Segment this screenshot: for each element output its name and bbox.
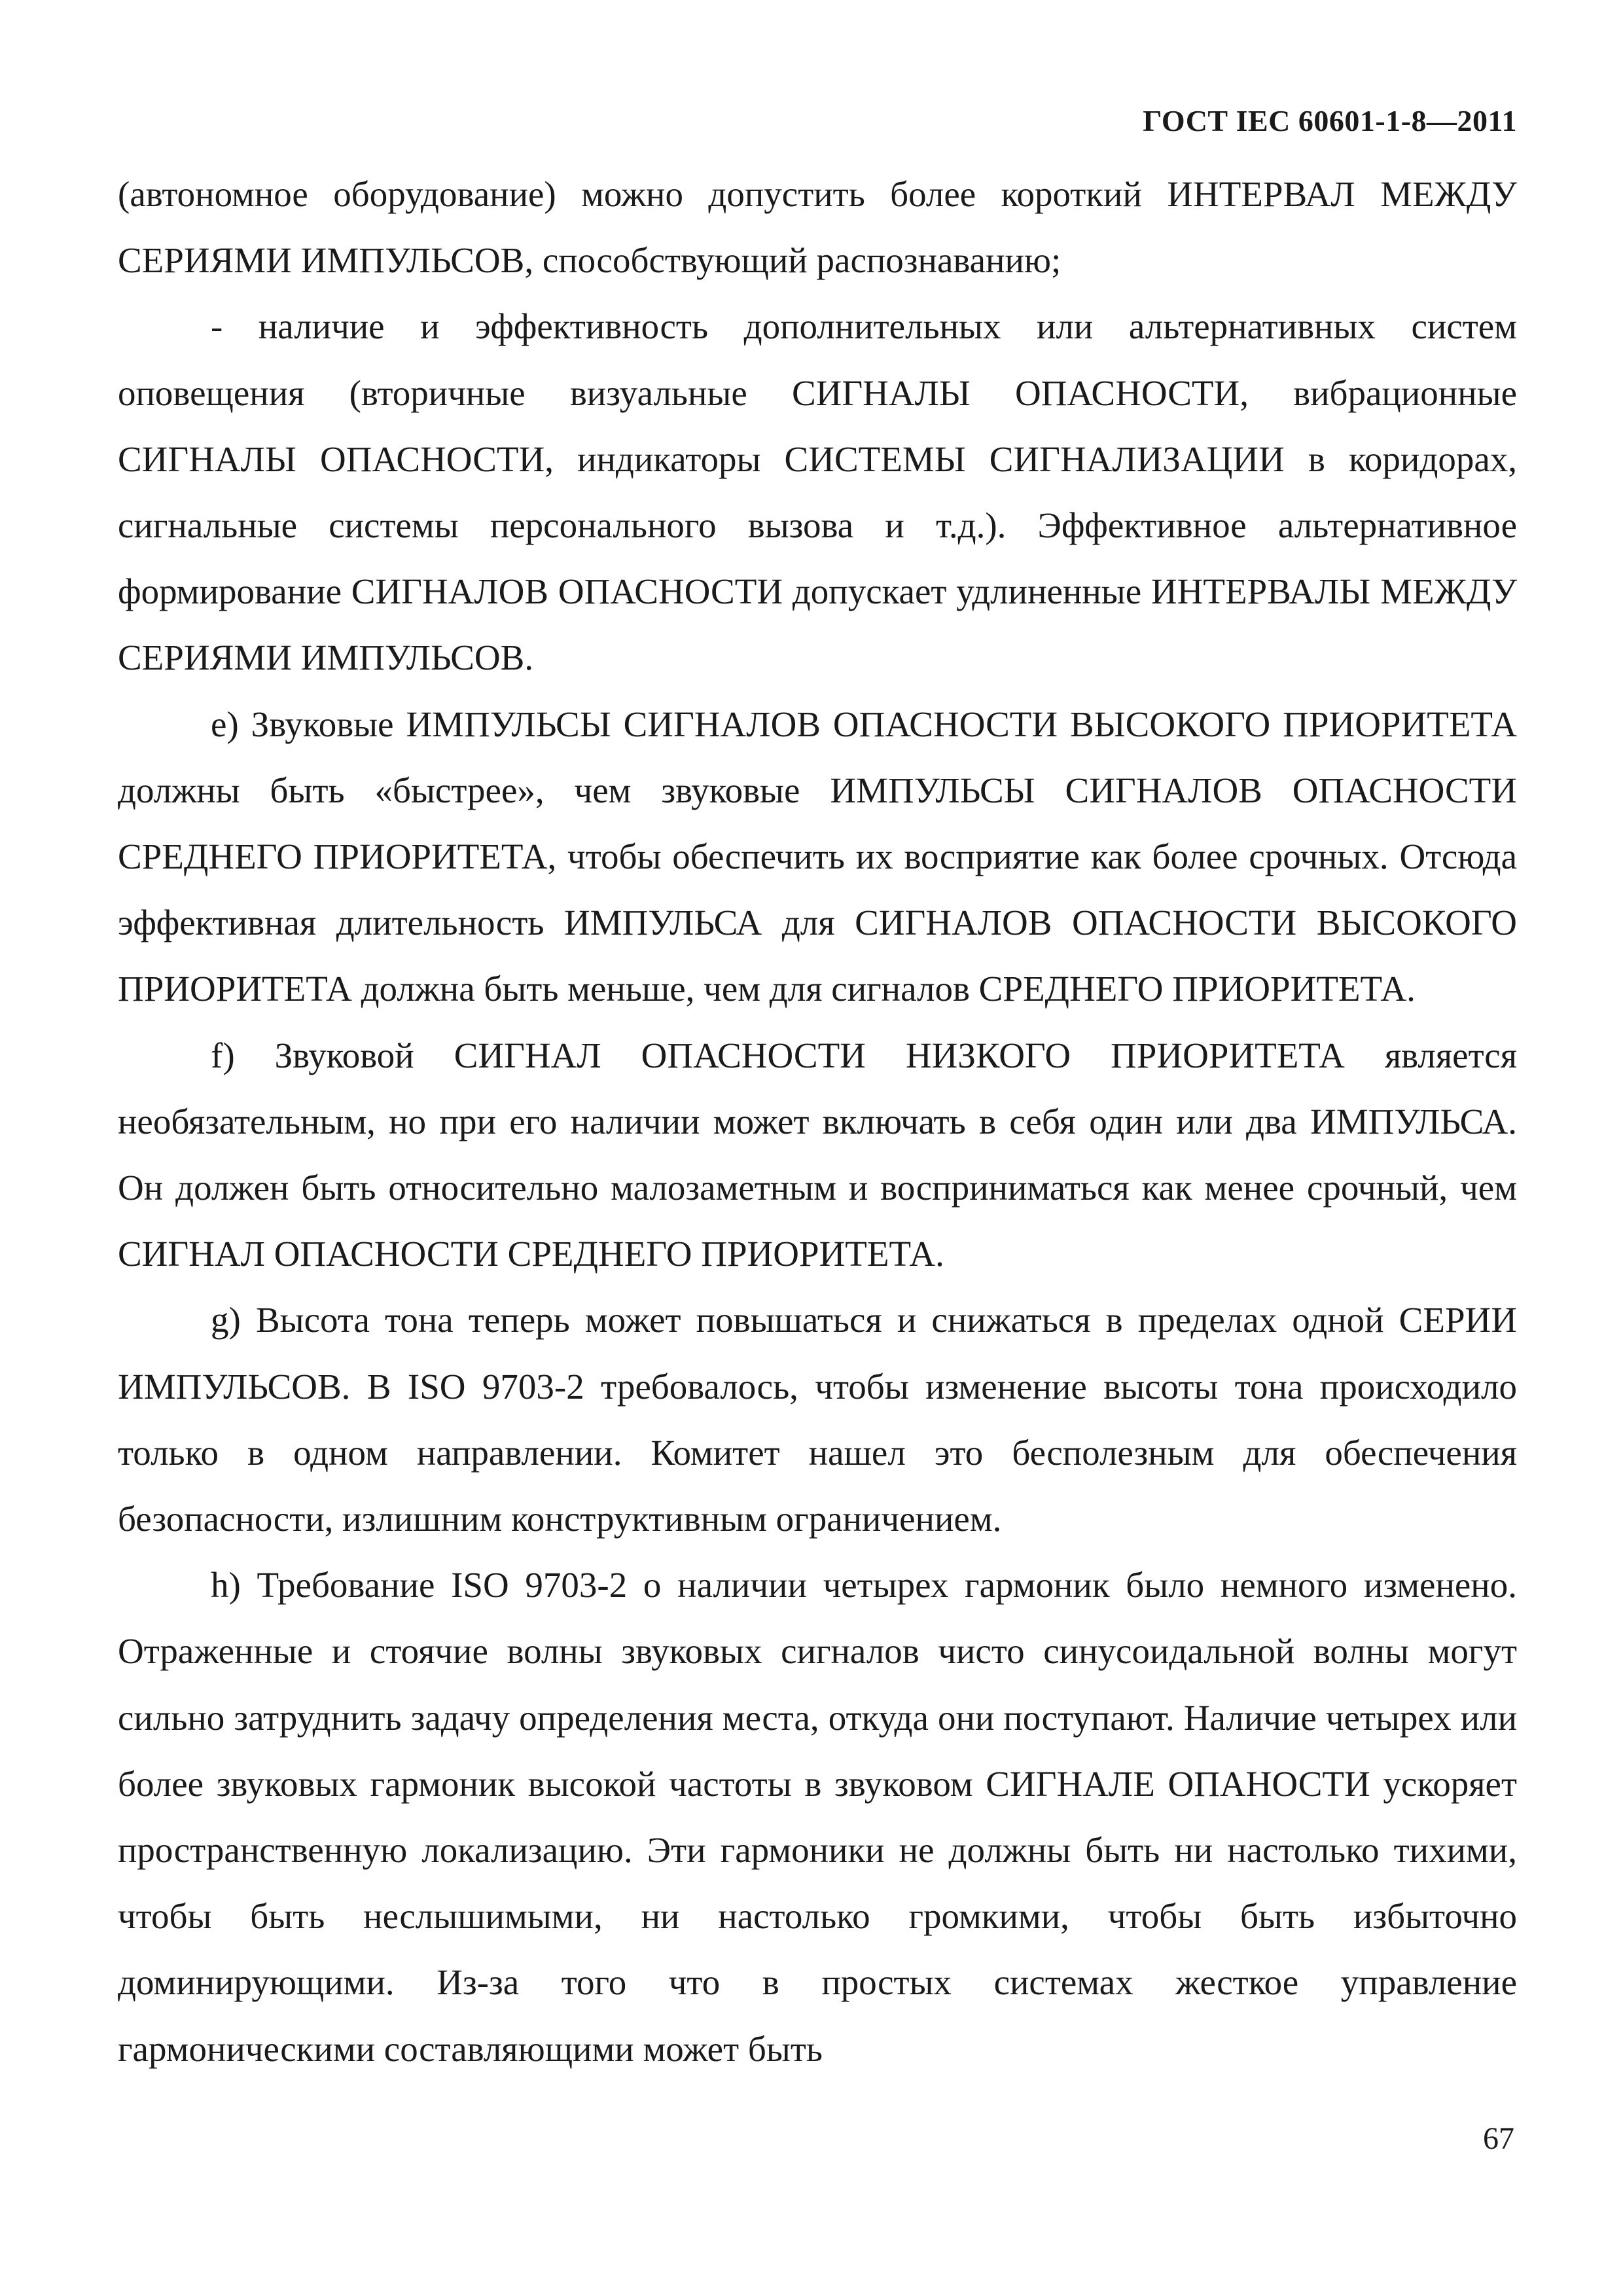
- document-body: [118, 161, 1517, 2082]
- paragraph-item-h: h) Требование ISO 9703-2 о наличии четырех гармоник было немного изменено. Отраженные и стоячие волны звуковых сигналов чисто синусоидальной волны могут сильно затруднить задачу определения места, откуда они поступают. Наличие четырех или более звуковых гармоник высокой частоты в звуковом СИГНАЛЕ ОПАНОСТИ ускоряет пространственную локализацию. Эти гармоники не должны быть ни настолько тихими, чтобы быть неслышимыми, ни настолько громкими, чтобы быть избыточно доминирующими. Из-за того что в простых системах жесткое управление гармоническими составляющими может быть: [118, 1565, 1517, 2069]
- page-number: 67: [1483, 2121, 1514, 2156]
- document-header: ГОСТ IEC 60601-1-8—2011: [1143, 104, 1517, 137]
- paragraph-alerting-systems: - наличие и эффективность дополнительных или альтернативных систем оповещения (вторичные визуальные СИГНАЛЫ ОПАСНОСТИ, вибрационные СИГНАЛЫ ОПАСНОСТИ, индикаторы СИСТЕМЫ СИГНАЛИЗАЦИИ в коридорах, сигнальные системы персонального вызова и т.д.). Эффективное альтернативное формирование СИГНАЛОВ ОПАСНОСТИ допускает удлиненные ИНТЕРВАЛЫ МЕЖДУ СЕРИЯМИ ИМПУЛЬСОВ.: [118, 306, 1517, 678]
- paragraph-item-g: g) Высота тона теперь может повышаться и снижаться в пределах одной СЕРИИ ИМПУЛЬСОВ. В ISO 9703-2 требовалось, чтобы изменение высоты тона происходило только в одном направлении. Комитет нашел это бесполезным для обеспечения безопасности, излишним конструктивным ограничением.: [118, 1300, 1517, 1539]
- paragraph-item-e: е) Звуковые ИМПУЛЬСЫ СИГНАЛОВ ОПАСНОСТИ ВЫСОКОГО ПРИОРИТЕТА должны быть «быстрее», чем звуковые ИМПУЛЬСЫ СИГНАЛОВ ОПАСНОСТИ СРЕДНЕГО ПРИОРИТЕТА, чтобы обеспечить их восприятие как более срочных. Отсюда эффективная длительность ИМПУЛЬСА для СИГНАЛОВ ОПАСНОСТИ ВЫСОКОГО ПРИОРИТЕТА должна быть меньше, чем для сигналов СРЕДНЕГО ПРИОРИТЕТА.: [118, 704, 1517, 1009]
- paragraph-item-f: f) Звуковой СИГНАЛ ОПАСНОСТИ НИЗКОГО ПРИОРИТЕТА является необязательным, но при его наличии может включать в себя один или два ИМПУЛЬСА. Он должен быть относительно малозаметным и восприниматься как менее срочный, чем СИГНАЛ ОПАСНОСТИ СРЕДНЕГО ПРИОРИТЕТА.: [118, 1035, 1517, 1274]
- paragraph-continuation: (автономное оборудование) можно допустить более короткий ИНТЕРВАЛ МЕЖДУ СЕРИЯМИ ИМПУЛЬСОВ, способствующий распознаванию;: [118, 174, 1517, 281]
